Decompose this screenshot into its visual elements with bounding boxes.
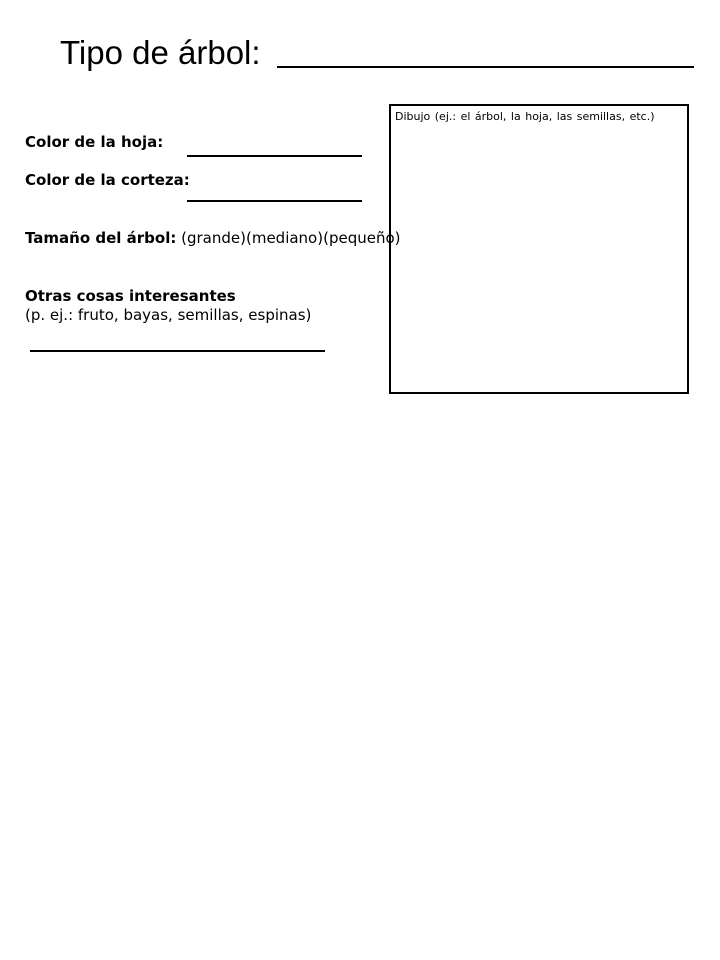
drawing-caption: Dibujo (ej.: el árbol, la hoja, las semillas, etc.) [395,110,655,123]
other-things-label: Otras cosas interesantes [25,287,236,305]
leaf-color-blank-line[interactable] [187,155,362,157]
bark-color-blank-line[interactable] [187,200,362,202]
other-things-hint: (p. ej.: fruto, bayas, semillas, espinas) [25,306,312,324]
page-title: Tipo de árbol: [60,34,261,71]
drawing-box[interactable] [389,104,689,394]
tree-size-row [25,229,401,248]
bark-color-label: Color de la corteza: [25,171,190,189]
leaf-color-label: Color de la hoja: [25,133,164,151]
tree-size-label: Tamaño del árbol: [25,229,177,247]
tree-type-blank-line[interactable] [277,66,694,68]
other-things-blank-line[interactable] [30,350,325,352]
tree-size-options: (grande)(mediano)(pequeño) [181,229,401,247]
